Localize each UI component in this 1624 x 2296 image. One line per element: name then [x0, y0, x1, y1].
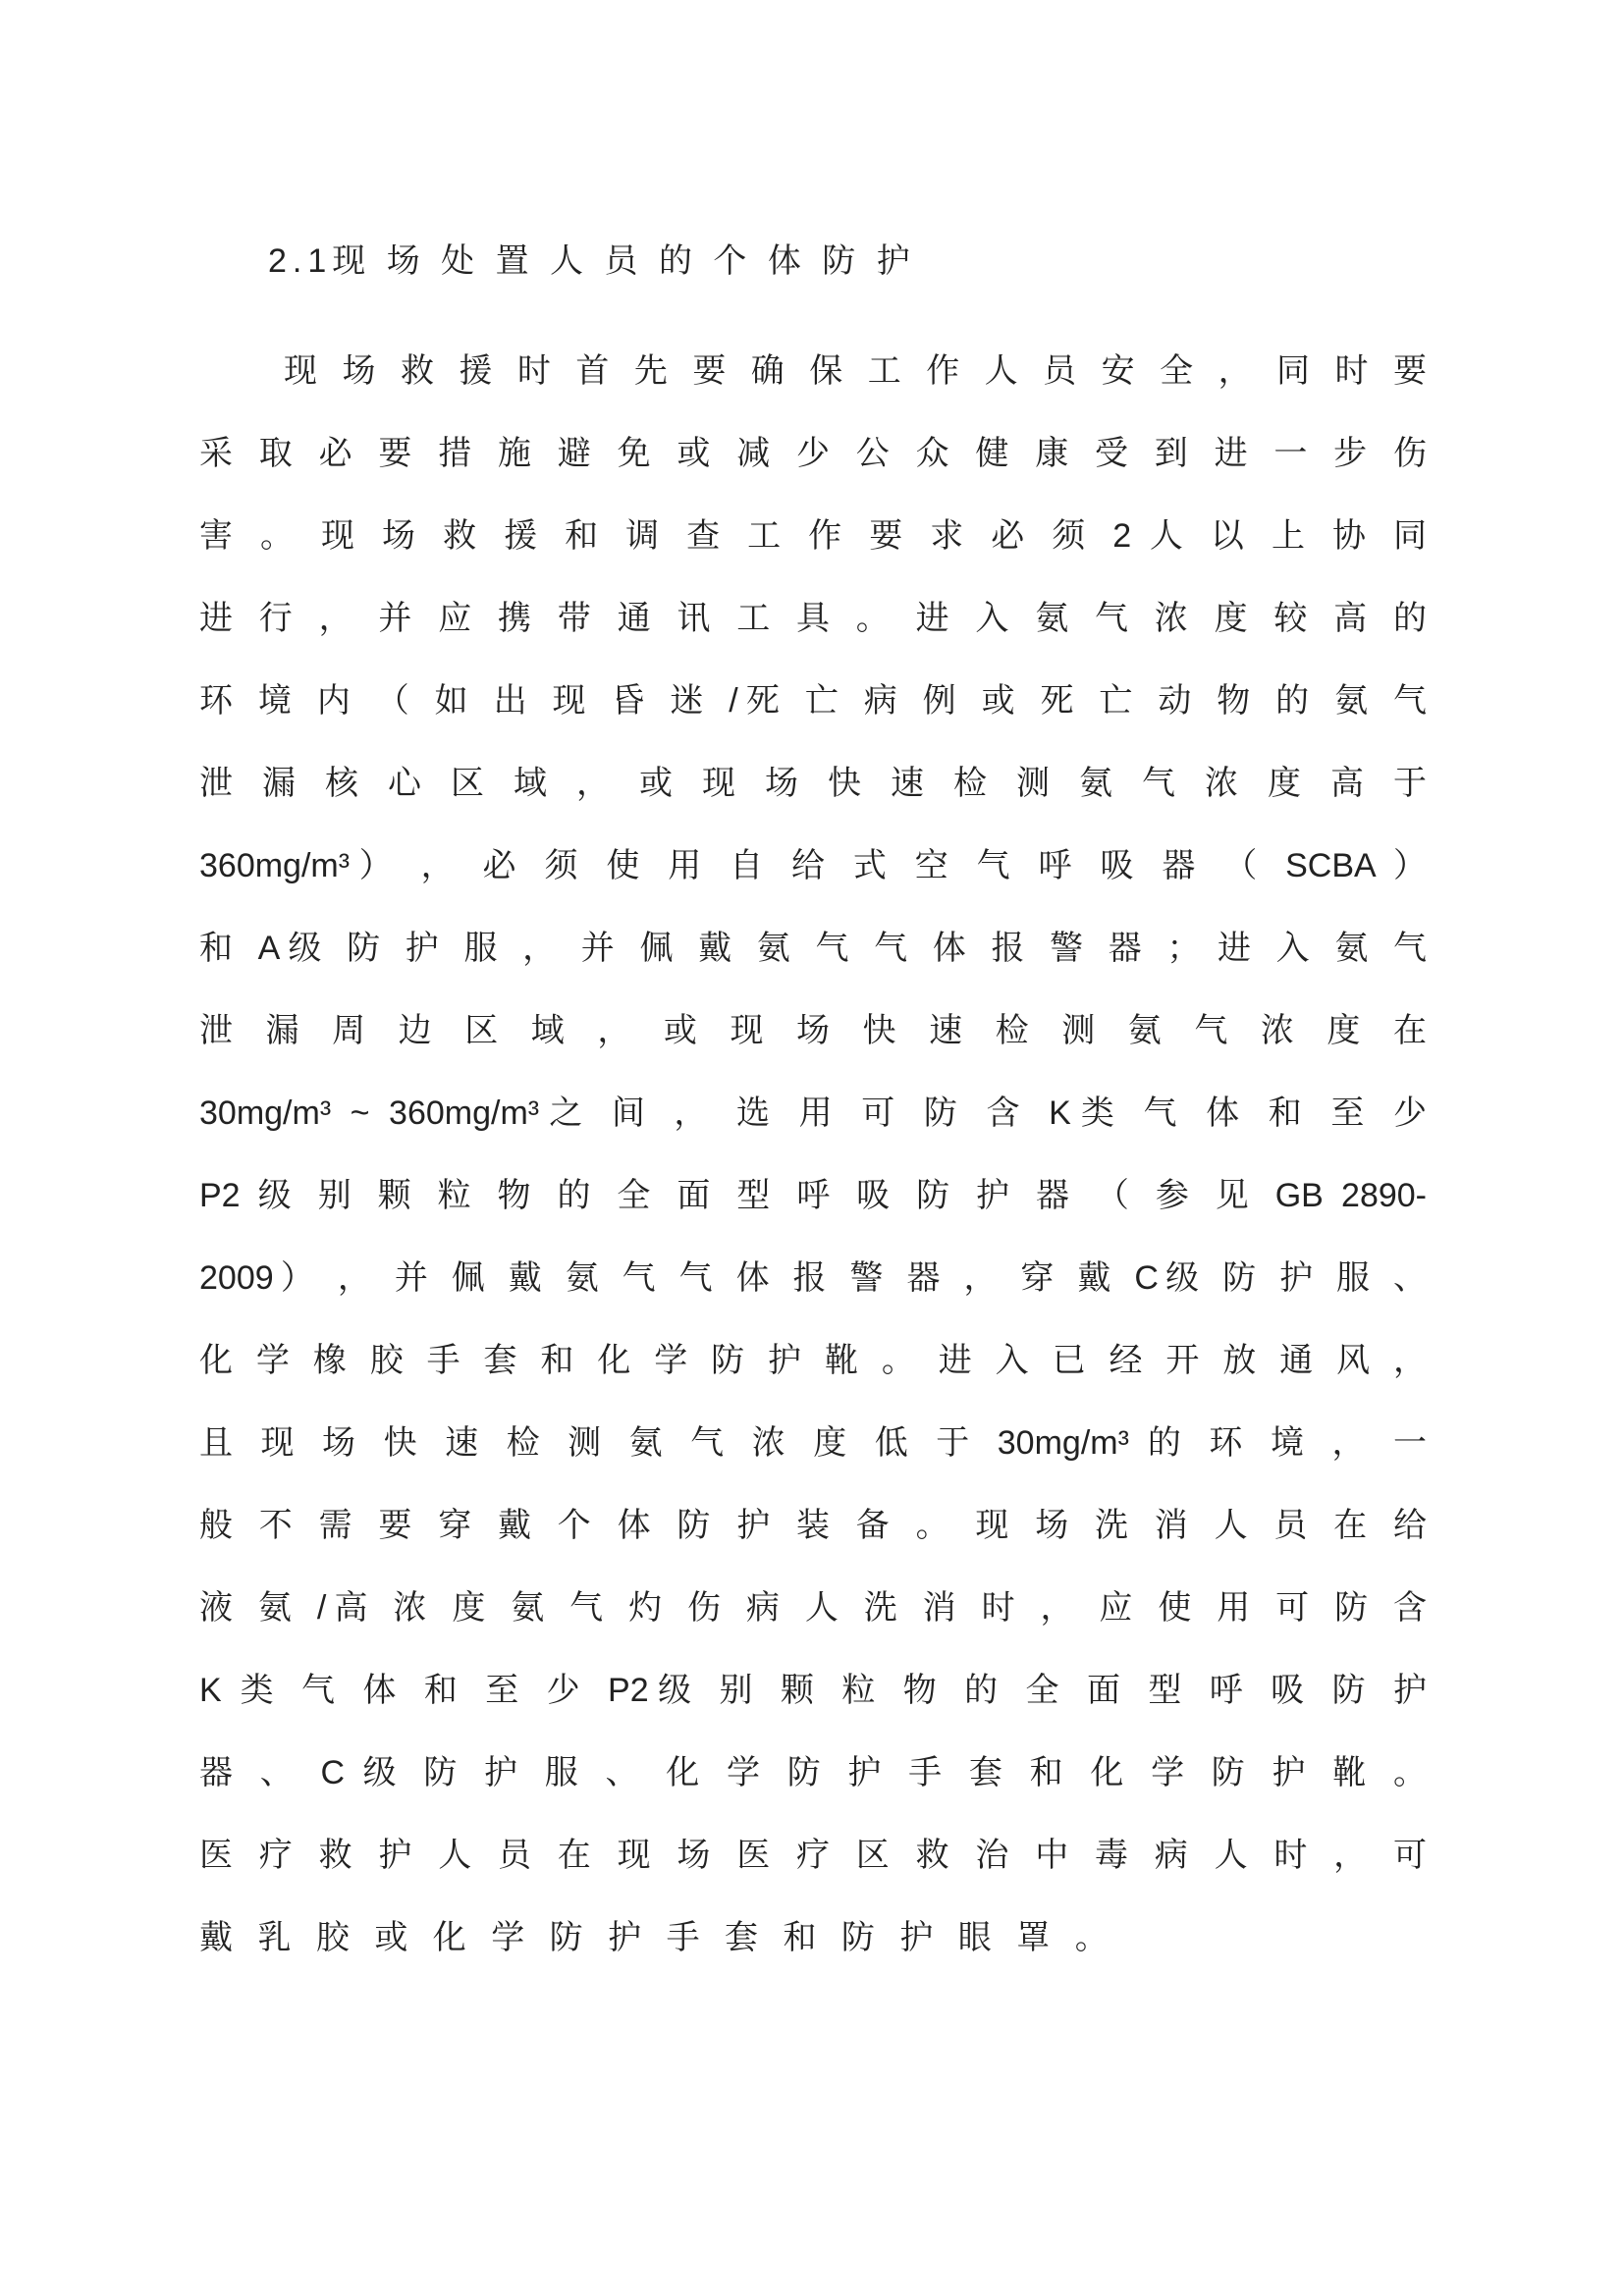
paragraph-line: 化 学 橡 胶 手 套 和 化 学 防 护 靴 。 进 入 已 经 开 放 通 风 ，: [199, 1342, 1427, 1379]
paragraph-line: 和 A级 防 护 服 ， 并 佩 戴 氨 气 气 体 报 警 器 ； 进 入 氨 气: [199, 930, 1427, 967]
paragraph-line: 泄 漏 核 心 区 域 ， 或 现 场 快 速 检 测 氨 气 浓 度 高 于: [199, 765, 1427, 802]
paragraph-line: 戴 乳 胶 或 化 学 防 护 手 套 和 防 护 眼 罩 。: [199, 1919, 1116, 1956]
paragraph-line: 医 疗 救 护 人 员 在 现 场 医 疗 区 救 治 中 毒 病 人 时 ， 可: [199, 1837, 1427, 1874]
paragraph-line: 360mg/m³） ， 必 须 使 用 自 给 式 空 气 呼 吸 器 （ SCBA ）: [199, 847, 1427, 884]
paragraph-line: 泄 漏 周 边 区 域 ， 或 现 场 快 速 检 测 氨 气 浓 度 在: [199, 1012, 1427, 1049]
paragraph-line: K 类 气 体 和 至 少 P2级 别 颗 粒 物 的 全 面 型 呼 吸 防 护: [199, 1672, 1427, 1709]
paragraph-line: P2 级 别 颗 粒 物 的 全 面 型 呼 吸 防 护 器 （ 参 见 GB 2890-: [199, 1177, 1427, 1214]
paragraph-line: 30mg/m³ ~ 360mg/m³之 间 ， 选 用 可 防 含 K类 气 体 和 至 少: [199, 1095, 1427, 1132]
paragraph-line: 进 行 ， 并 应 携 带 通 讯 工 具 。 进 入 氨 气 浓 度 较 高 的: [199, 600, 1427, 637]
paragraph-line: 且 现 场 快 速 检 测 氨 气 浓 度 低 于 30mg/m³ 的 环 境 ， 一: [199, 1424, 1427, 1462]
page-content: [199, 220, 1427, 1979]
paragraph-line: 现 场 救 援 时 首 先 要 确 保 工 作 人 员 安 全 ， 同 时 要: [284, 352, 1427, 390]
section-heading: 2.1现 场 处 置 人 员 的 个 体 防 护: [268, 242, 916, 280]
paragraph-line: 液 氨 /高 浓 度 氨 气 灼 伤 病 人 洗 消 时 ， 应 使 用 可 防 含: [199, 1589, 1427, 1627]
paragraph-line: 器 、 C 级 防 护 服 、 化 学 防 护 手 套 和 化 学 防 护 靴 。: [199, 1754, 1427, 1791]
paragraph-line: 采 取 必 要 措 施 避 免 或 减 少 公 众 健 康 受 到 进 一 步 伤: [199, 435, 1427, 472]
paragraph-line: 环 境 内 （ 如 出 现 昏 迷 /死 亡 病 例 或 死 亡 动 物 的 氨 气: [199, 682, 1427, 720]
paragraph-line: 般 不 需 要 穿 戴 个 体 防 护 装 备 。 现 场 洗 消 人 员 在 给: [199, 1507, 1427, 1544]
body-paragraph: [199, 330, 1427, 1979]
paragraph-line: 害 。 现 场 救 援 和 调 查 工 作 要 求 必 须 2 人 以 上 协 同: [199, 517, 1427, 555]
paragraph-line: 2009） ， 并 佩 戴 氨 气 气 体 报 警 器 ， 穿 戴 C级 防 护 服 、: [199, 1259, 1427, 1297]
